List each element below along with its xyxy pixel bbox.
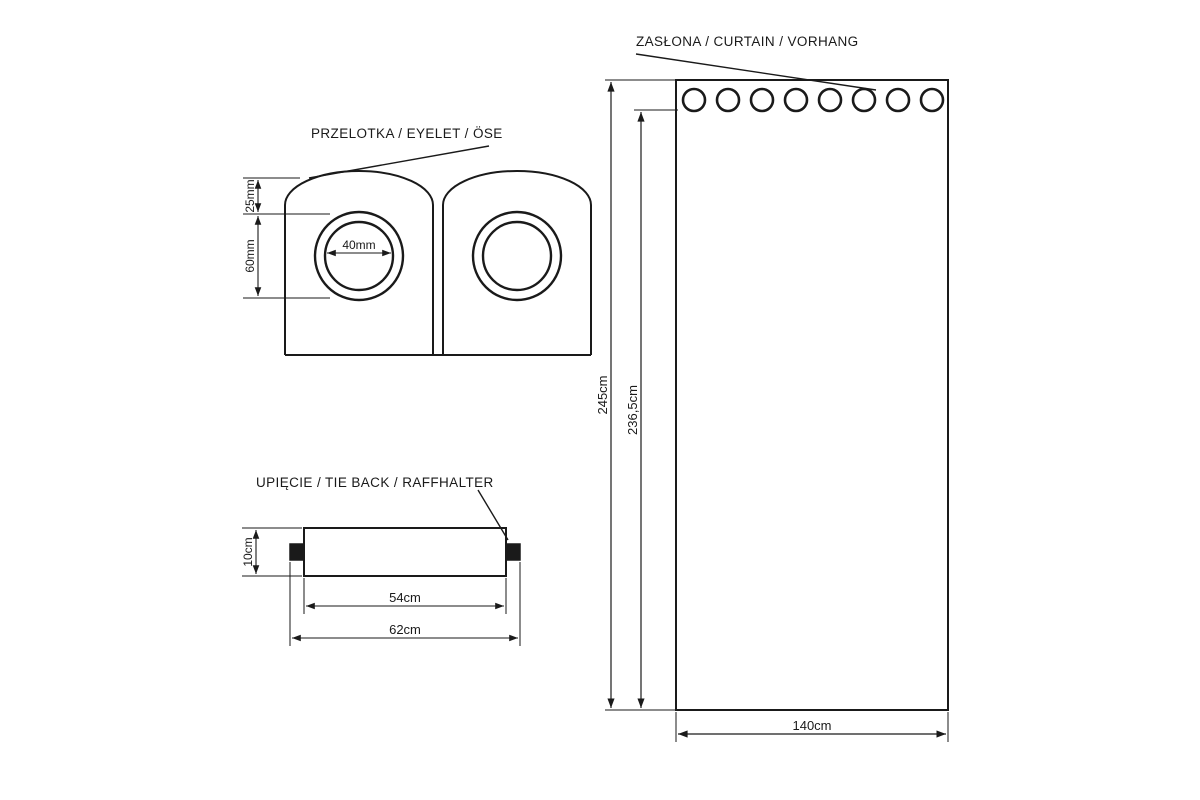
dim-eyelet-diameter-label: 40mm (342, 238, 376, 252)
dim-eyelet-spacing-label: 60mm (243, 239, 257, 273)
eyelet-inner-ring-2 (483, 222, 551, 290)
dim-tieback-total-width-label: 62cm (389, 622, 421, 637)
curtain-title: ZASŁONA / CURTAIN / VORHANG (636, 34, 859, 49)
tieback-tab-right (506, 544, 520, 560)
tieback-tab-left (290, 544, 304, 560)
curtain-figure (595, 54, 948, 742)
eyelet-title: PRZELOTKA / EYELET / ÖSE (311, 126, 503, 141)
dim-width-label: 140cm (792, 718, 832, 733)
eyelet-inner-ring (325, 222, 393, 290)
dim-eyelet-top-margin-label: 25mm (243, 179, 257, 213)
tieback-band (304, 528, 506, 576)
tieback-title: UPIĘCIE / TIE BACK / RAFFHALTER (256, 475, 494, 490)
tieback-figure (241, 490, 520, 646)
curtain-panel (676, 80, 948, 710)
eyelet-figure (243, 146, 591, 355)
dim-total-height-label: 245cm (595, 375, 610, 415)
dim-fabric-height-label: 236,5cm (625, 385, 640, 435)
dim-tieback-inner-width-label: 54cm (389, 590, 421, 605)
eyelet-leader-line (309, 146, 489, 178)
dim-tieback-height-label: 10cm (241, 537, 255, 567)
